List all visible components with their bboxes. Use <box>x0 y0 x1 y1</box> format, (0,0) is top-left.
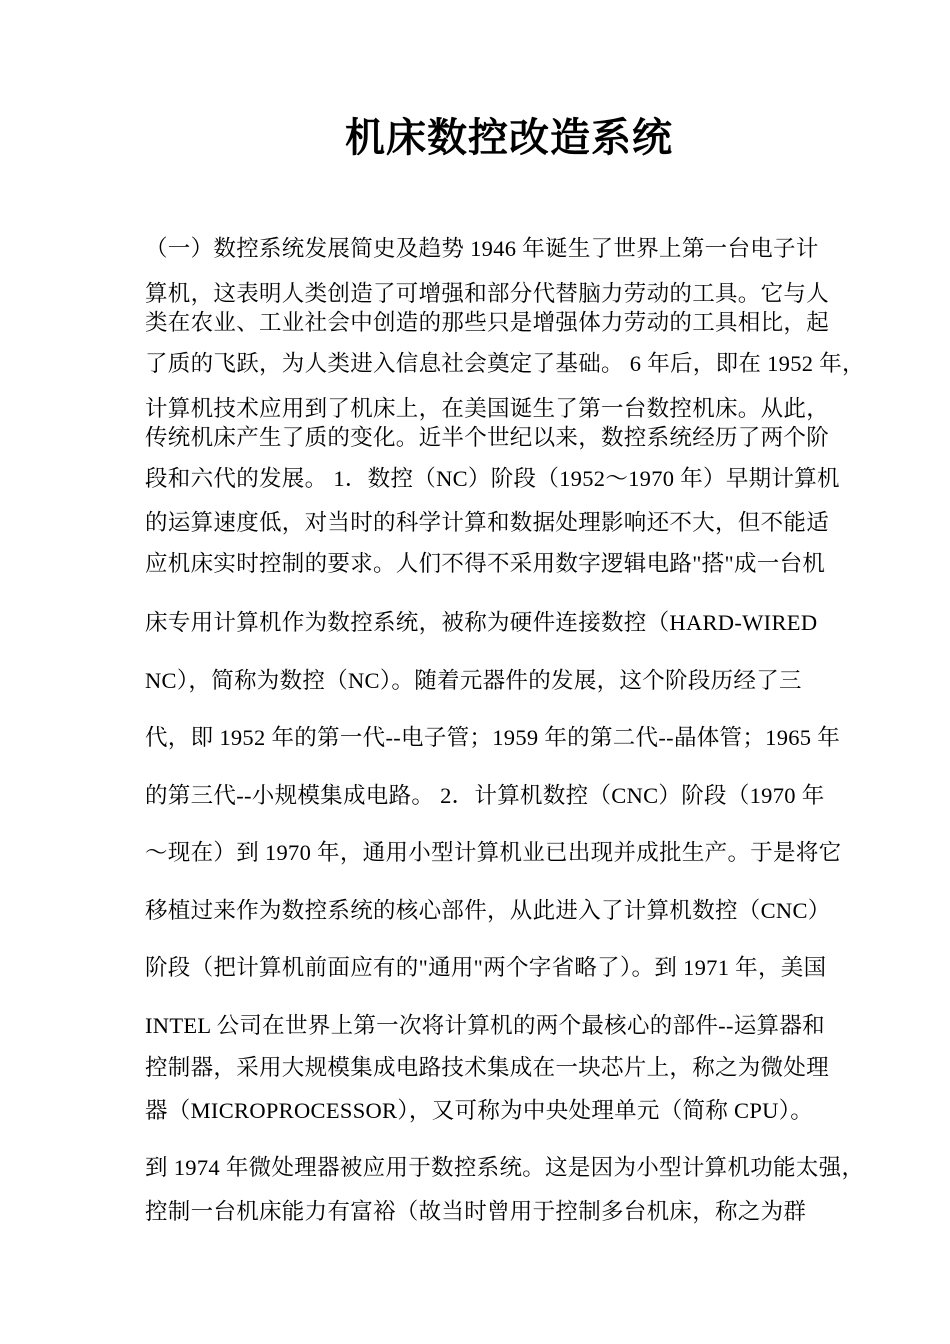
body-line: 算机，这表明人类创造了可增强和部分代替脑力劳动的工具。它与人 <box>145 281 830 306</box>
body-line: 应机床实时控制的要求。人们不得不采用数字逻辑电路"搭"成一台机 <box>145 551 826 576</box>
body-line: 计算机技术应用到了机床上，在美国诞生了第一台数控机床。从此， <box>145 396 830 421</box>
body-line: 代，即 1952 年的第一代--电子管；1959 年的第二代--晶体管；1965 年 <box>145 725 841 750</box>
body-line: 控制器，采用大规模集成电路技术集成在一块芯片上，称之为微处理 <box>145 1055 830 1080</box>
body-line: 的第三代--小规模集成电路。 2．计算机数控（CNC）阶段（1970 年 <box>145 783 825 808</box>
body-line: （一）数控系统发展简史及趋势 1946 年诞生了世界上第一台电子计 <box>145 236 819 261</box>
body-line: 的运算速度低，对当时的科学计算和数据处理影响还不大，但不能适 <box>145 510 830 535</box>
body-line: 到 1974 年微处理器被应用于数控系统。这是因为小型计算机功能太强， <box>145 1155 865 1180</box>
body-line: 阶段（把计算机前面应有的"通用"两个字省略了）。到 1971 年，美国 <box>145 955 827 980</box>
document-title: 机床数控改造系统 <box>345 115 673 160</box>
body-line: 器（MICROPROCESSOR），又可称为中央处理单元（简称 CPU）。 <box>145 1098 814 1123</box>
body-line: 控制一台机床能力有富裕（故当时曾用于控制多台机床，称之为群 <box>145 1199 807 1224</box>
body-line: 类在农业、工业社会中创造的那些只是增强体力劳动的工具相比，起 <box>145 310 830 335</box>
body-line: 床专用计算机作为数控系统，被称为硬件连接数控（HARD-WIRED <box>145 610 818 635</box>
body-line: ～现在）到 1970 年，通用小型计算机业已出现并成批生产。于是将它 <box>145 840 842 865</box>
body-line: 移植过来作为数控系统的核心部件，从此进入了计算机数控（CNC） <box>145 898 831 923</box>
body-line: 传统机床产生了质的变化。近半个世纪以来，数控系统经历了两个阶 <box>145 425 830 450</box>
body-line: INTEL 公司在世界上第一次将计算机的两个最核心的部件--运算器和 <box>145 1013 825 1038</box>
body-line: NC），简称为数控（NC）。随着元器件的发展，这个阶段历经了三 <box>145 668 802 693</box>
body-line: 了质的飞跃，为人类进入信息社会奠定了基础。 6 年后，即在 1952 年， <box>145 351 865 376</box>
body-line: 段和六代的发展。 1．数控（NC）阶段（1952～1970 年）早期计算机 <box>145 466 840 491</box>
